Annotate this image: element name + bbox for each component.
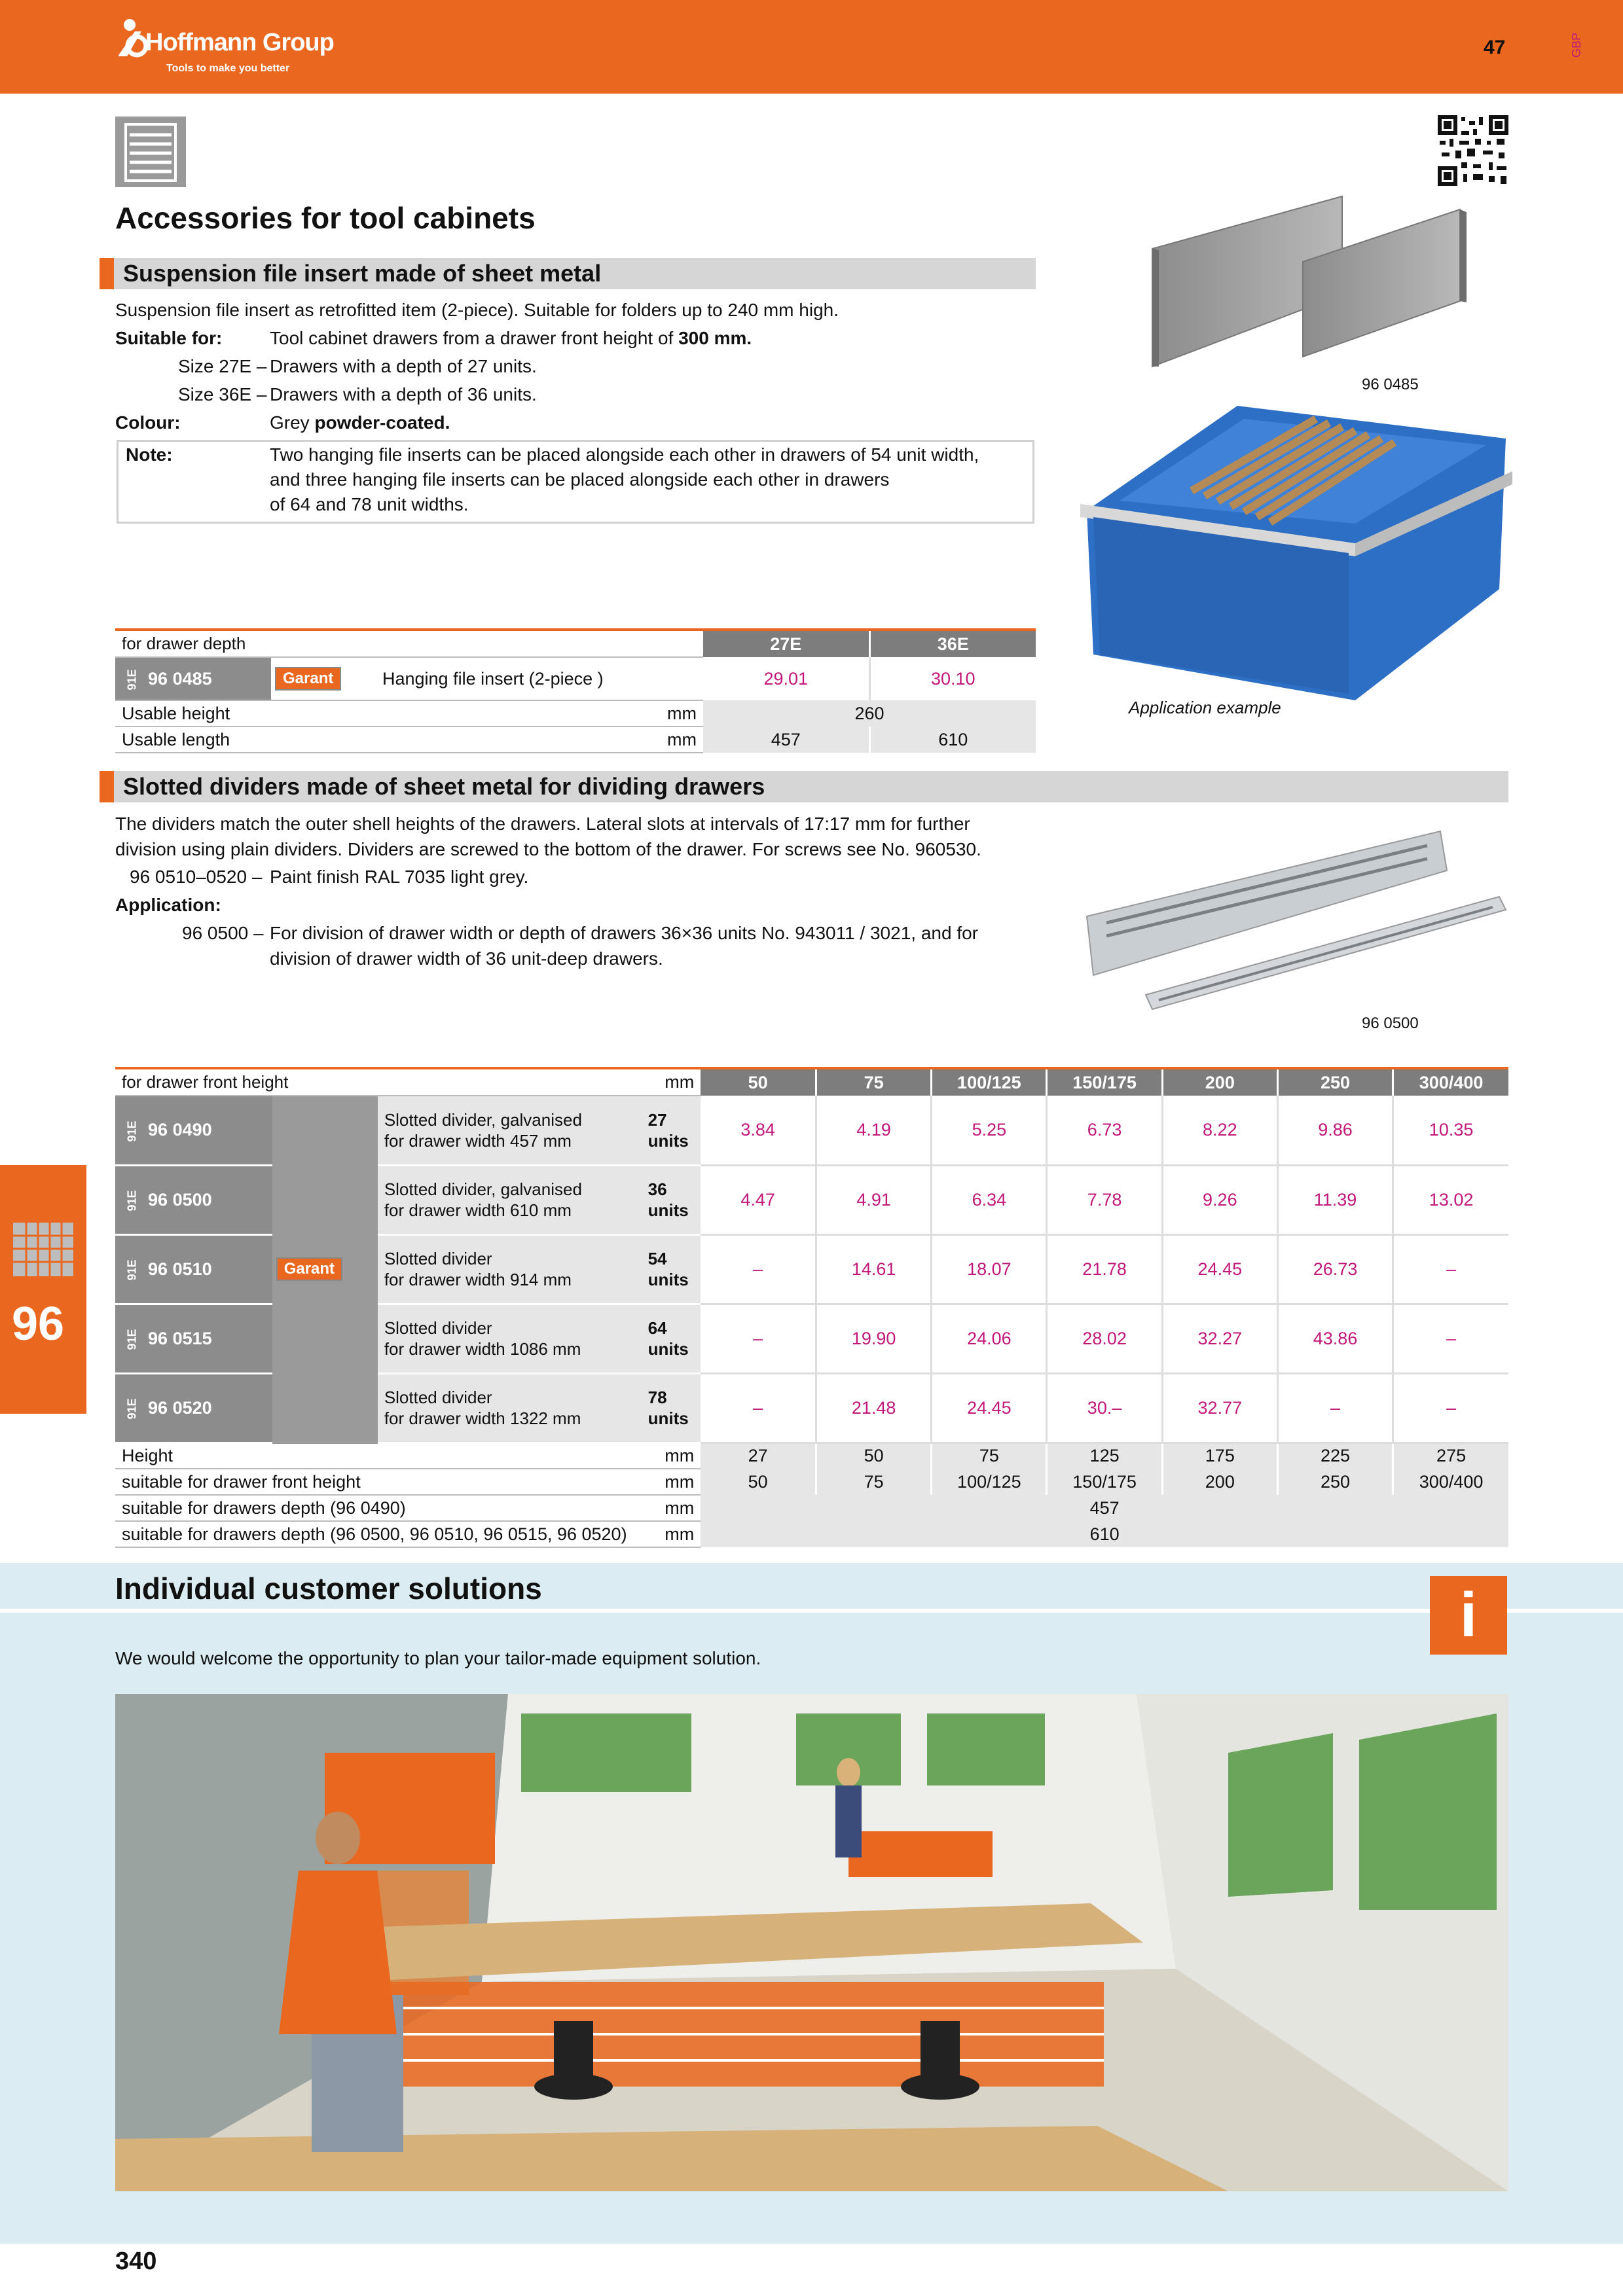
usable-height-value: 260 [703, 700, 1036, 726]
section-heading-suspension: Suspension file insert made of sheet metal [100, 258, 1036, 289]
price-cell[interactable]: – [1393, 1373, 1508, 1443]
solutions-heading: Individual customer solutions [115, 1571, 542, 1605]
usable-length-unit: mm [376, 726, 703, 753]
brand-cell [272, 1304, 378, 1373]
col-36e: 36E [869, 631, 1036, 657]
suit-depth1-unit: mm [642, 1495, 701, 1521]
size27-text: Drawers with a depth of 27 units. [270, 356, 537, 376]
page-number-top: 47 [1484, 37, 1506, 58]
height-value: 50 [816, 1443, 932, 1469]
col-200: 200 [1162, 1069, 1277, 1096]
price-cell[interactable]: – [701, 1373, 816, 1443]
price-cell[interactable]: 18.07 [932, 1234, 1047, 1304]
application-number: 96 0500 – [182, 923, 264, 943]
slotted-divider-image-label: 96 0500 [1362, 1014, 1419, 1032]
price-cell[interactable]: 10.35 [1393, 1096, 1508, 1165]
price-cell[interactable]: 9.86 [1277, 1096, 1393, 1165]
tool-cabinet-icon [115, 117, 186, 187]
garant-logo: Garant [271, 657, 376, 700]
slotted-divider-table [115, 1069, 1508, 1548]
brand-name: Hoffmann Group [145, 29, 334, 56]
price-36e[interactable]: 30.10 [869, 657, 1036, 700]
divider-units: 64 units [642, 1304, 701, 1373]
col-100-125: 100/125 [932, 1069, 1047, 1096]
suit-front-value: 50 [701, 1469, 816, 1495]
application-line-1: For division of drawer width or depth of drawers 36×36 units No. 943011 / 3021, and for [270, 923, 979, 943]
note-line-3: of 64 and 78 unit widths. [270, 494, 469, 514]
brand-cell [272, 1165, 378, 1234]
page-number-bottom: 340 [115, 2248, 157, 2275]
article-number[interactable]: 91E 96 0500 [115, 1165, 272, 1234]
height-unit: mm [642, 1443, 701, 1469]
price-cell[interactable]: – [1393, 1234, 1508, 1304]
file-insert-desc: Hanging file insert (2-piece ) [382, 668, 604, 689]
divider-units: 78 units [642, 1373, 701, 1443]
file-insert-image-label: 96 0485 [1362, 376, 1419, 393]
price-cell[interactable]: 21.78 [1047, 1234, 1162, 1304]
price-cell[interactable]: – [1393, 1304, 1508, 1373]
article-number[interactable]: 91E 96 0490 [115, 1096, 272, 1165]
brand-cell [272, 1373, 378, 1443]
price-cell[interactable]: 3.84 [701, 1096, 816, 1165]
price-cell[interactable]: – [701, 1234, 816, 1304]
price-cell[interactable]: 6.73 [1047, 1096, 1162, 1165]
note-label: Note: [126, 444, 173, 465]
note-line-1: Two hanging file inserts can be placed alongside each other in drawers of 54 unit width, [270, 444, 979, 465]
size27-label: Size 27E – [178, 356, 267, 376]
suit-front-value: 300/400 [1393, 1469, 1508, 1495]
suitable-label: Suitable for: [115, 328, 223, 348]
divider-units: 27 units [642, 1096, 701, 1165]
price-cell[interactable]: 11.39 [1277, 1165, 1393, 1234]
divider-desc: Slotted divider for drawer width 914 mm [378, 1234, 642, 1304]
table-row [115, 1234, 1508, 1304]
price-cell[interactable]: 8.22 [1162, 1096, 1277, 1165]
suit-depth2-label: suitable for drawers depth (96 0500, 96 0510, 96 0515, 96 0520) [115, 1521, 642, 1547]
suit-front-value: 200 [1162, 1469, 1277, 1495]
usable-height-unit: mm [376, 700, 703, 726]
colour-label: Colour: [115, 412, 181, 433]
page-title: Accessories for tool cabinets [115, 201, 536, 235]
size36-text: Drawers with a depth of 36 units. [270, 384, 537, 404]
application-example-caption: Application example [1129, 698, 1281, 717]
divider-units: 54 units [642, 1234, 701, 1304]
front-height-label: for drawer front height [115, 1069, 642, 1096]
price-cell[interactable]: – [701, 1304, 816, 1373]
price-cell[interactable]: 7.78 [1047, 1165, 1162, 1234]
note-line-2: and three hanging file inserts can be placed alongside each other in drawers [270, 469, 890, 490]
suit-depth2-value: 610 [701, 1521, 1508, 1547]
slotted-divider-image [1080, 818, 1512, 1014]
section-heading-dividers: Slotted dividers made of sheet metal for dividing drawers [100, 771, 1508, 802]
col-250: 250 [1277, 1069, 1393, 1096]
price-cell[interactable]: 6.34 [932, 1165, 1047, 1234]
dividers-line-2: division using plain dividers. Dividers are screwed to the bottom of the drawer. For screws see No. 960530. [115, 839, 981, 859]
brand-cell [272, 1096, 378, 1165]
price-27e[interactable]: 29.01 [763, 668, 809, 689]
height-value: 125 [1047, 1443, 1162, 1469]
col-75: 75 [816, 1069, 932, 1096]
info-icon[interactable]: i [1430, 1576, 1507, 1655]
divider-desc: Slotted divider, galvanised for drawer width 610 mm [378, 1165, 642, 1234]
price-cell[interactable]: 24.06 [932, 1304, 1047, 1373]
divider-desc: Slotted divider for drawer width 1322 mm [378, 1373, 642, 1443]
table-row [115, 1304, 1508, 1373]
price-cell[interactable]: – [1277, 1373, 1393, 1443]
price-cell[interactable]: 28.02 [1047, 1304, 1162, 1373]
suit-front-value: 75 [816, 1469, 932, 1495]
suspension-intro: Suspension file insert as retrofitted item (2-piece). Suitable for folders up to 240 mm high. [115, 300, 839, 320]
col-300-400: 300/400 [1393, 1069, 1508, 1096]
divider-units: 36 units [642, 1165, 701, 1234]
price-cell[interactable]: 30.– [1047, 1373, 1162, 1443]
suit-front-value: 150/175 [1047, 1469, 1162, 1495]
drawer-application-image [1080, 393, 1512, 700]
chapter-number: 96 [12, 1298, 65, 1350]
article-number[interactable]: 91E 96 0515 [115, 1304, 272, 1373]
price-cell[interactable]: 24.45 [932, 1373, 1047, 1443]
range-text: Paint finish RAL 7035 light grey. [270, 867, 529, 887]
file-insert-table [115, 631, 1036, 753]
price-cell[interactable]: 24.45 [1162, 1234, 1277, 1304]
suit-front-unit: mm [642, 1469, 701, 1495]
suit-front-value: 100/125 [932, 1469, 1047, 1495]
depth-label: for drawer depth [115, 631, 703, 657]
price-cell[interactable]: 9.26 [1162, 1165, 1277, 1234]
suit-depth1-value: 457 [701, 1495, 1508, 1521]
file-insert-image [1139, 190, 1480, 386]
price-cell[interactable]: 14.61 [816, 1234, 932, 1304]
suit-depth1-label: suitable for drawers depth (96 0490) [115, 1495, 642, 1521]
application-line-2: division of drawer width of 36 unit-deep drawers. [270, 948, 663, 969]
price-cell[interactable]: 4.47 [701, 1165, 816, 1234]
solutions-divider [0, 1609, 1623, 1613]
suit-front-label: suitable for drawer front height [115, 1469, 642, 1495]
dividers-line-1: The dividers match the outer shell heights of the drawers. Lateral slots at intervals of 17:17 mm for further [115, 814, 970, 834]
table-row [115, 1165, 1508, 1234]
front-height-unit: mm [642, 1069, 701, 1096]
suit-front-value: 250 [1277, 1469, 1393, 1495]
usable-length-label: Usable length [115, 726, 376, 753]
price-cell[interactable]: 4.91 [816, 1165, 932, 1234]
workshop-image [115, 1694, 1508, 2191]
brand-cell [272, 1234, 378, 1304]
article-number[interactable]: 91E 96 0520 [115, 1373, 272, 1443]
height-value: 175 [1162, 1443, 1277, 1469]
suitable-text: Tool cabinet drawers from a drawer front height of 300 mm. [270, 328, 752, 348]
price-cell[interactable]: 43.86 [1277, 1304, 1393, 1373]
article-number[interactable]: 91E 96 0510 [115, 1234, 272, 1304]
table-row [115, 1373, 1508, 1443]
usable-length-36e: 610 [869, 726, 1036, 753]
price-cell[interactable]: 21.48 [816, 1373, 932, 1443]
table-row [115, 1096, 1508, 1165]
suit-depth2-unit: mm [642, 1521, 701, 1547]
divider-desc: Slotted divider, galvanised for drawer width 457 mm [378, 1096, 642, 1165]
height-value: 275 [1393, 1443, 1508, 1469]
height-value: 225 [1277, 1443, 1393, 1469]
col-50: 50 [701, 1069, 816, 1096]
col-27e: 27E [703, 631, 869, 657]
price-cell[interactable]: 32.27 [1162, 1304, 1277, 1373]
range-label: 96 0510–0520 – [130, 867, 263, 887]
price-cell[interactable]: 19.90 [816, 1304, 932, 1373]
colour-text: Grey powder-coated. [270, 412, 450, 433]
height-label: Height [115, 1443, 642, 1469]
height-value: 75 [932, 1443, 1047, 1469]
chapter-tab[interactable] [0, 1165, 86, 1414]
garant-logo: Garant [276, 1257, 342, 1281]
usable-height-label: Usable height [115, 700, 376, 726]
height-value: 27 [701, 1443, 816, 1469]
brand-tagline: Tools to make you better [166, 63, 290, 74]
application-label: Application: [115, 895, 221, 915]
usable-length-27e: 457 [703, 726, 869, 753]
qr-code-icon[interactable] [1438, 115, 1508, 186]
price-cell[interactable]: 5.25 [932, 1096, 1047, 1165]
article-96-0485[interactable]: 91E 96 0485 [115, 657, 271, 700]
region-label: GBP [1570, 32, 1583, 58]
price-cell[interactable]: 4.19 [816, 1096, 932, 1165]
solutions-text: We would welcome the opportunity to plan your tailor-made equipment solution. [115, 1648, 761, 1668]
col-150-175: 150/175 [1047, 1069, 1162, 1096]
price-cell[interactable]: 26.73 [1277, 1234, 1393, 1304]
price-cell[interactable]: 13.02 [1393, 1165, 1508, 1234]
price-cell[interactable]: 32.77 [1162, 1373, 1277, 1443]
size36-label: Size 36E – [178, 384, 267, 404]
divider-desc: Slotted divider for drawer width 1086 mm [378, 1304, 642, 1373]
